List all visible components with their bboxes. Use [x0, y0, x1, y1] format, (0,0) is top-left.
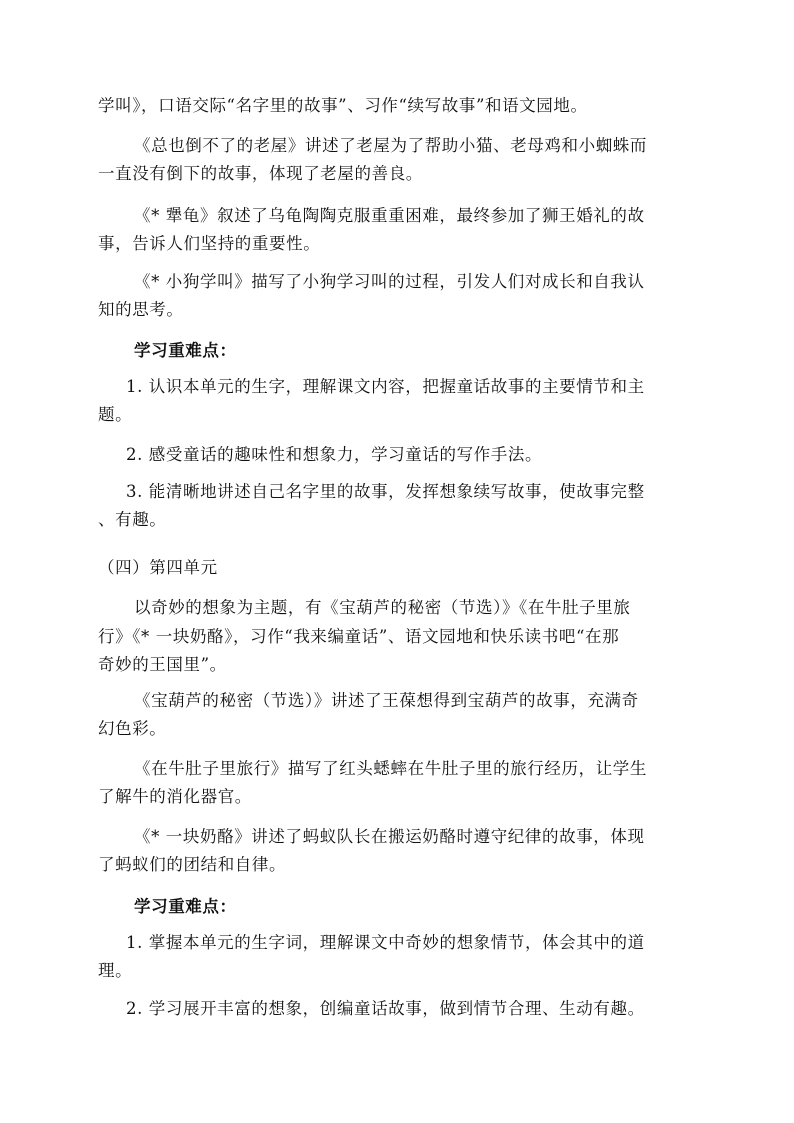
text-line: 2. 感受童话的趣味性和想象力，学习童话的写作手法。	[126, 445, 543, 464]
text-line: 知的思考。	[98, 300, 184, 319]
text-line: 《* 犟龟》叙述了乌龟陶陶克服重重困难，最终参加了狮王婚礼的故	[134, 206, 645, 225]
text-line: 《总也倒不了的老屋》讲述了老屋为了帮助小猫、老母鸡和小蜘蛛而	[134, 136, 647, 155]
text-line: 奇妙的王国里”。	[98, 655, 227, 674]
text-line: 1. 掌握本单元的生字词，理解课文中奇妙的想象情节，体会其中的道	[126, 933, 645, 952]
text-line: 幻色彩。	[98, 719, 167, 738]
text-line: 《宝葫芦的秘密（节选）》讲述了王葆想得到宝葫芦的故事，充满奇	[134, 691, 639, 710]
text-line: 行》《* 一块奶酪》，习作“我来编童话”、语文园地和快乐读书吧“在那	[98, 627, 620, 646]
text-line: 以奇妙的想象为主题，有《宝葫芦的秘密（节选）》《在牛肚子里旅	[134, 598, 631, 617]
text-line: 事，告诉人们坚持的重要性。	[98, 234, 321, 253]
text-line: 了解牛的消化器官。	[98, 787, 252, 806]
text-line: （四）第四单元	[98, 558, 218, 577]
text-line: 、有趣。	[98, 510, 167, 529]
text-line: 《* 小狗学叫》描写了小狗学习叫的过程，引发人们对成长和自我认	[134, 272, 645, 291]
text-line: 题。	[98, 405, 133, 424]
text-line: 一直没有倒下的故事，体现了老屋的善良。	[98, 164, 423, 183]
text-line: 3. 能清晰地讲述自己名字里的故事，发挥想象续写故事，使故事完整	[126, 482, 645, 501]
text-line: 《* 一块奶酪》讲述了蚂蚁队长在搬运奶酪时遵守纪律的故事，体现	[134, 827, 645, 846]
text-line: 《在牛肚子里旅行》描写了红头蟋蟀在牛肚子里的旅行经历，让学生	[134, 759, 647, 778]
text-line: 学叫》，口语交际“名字里的故事”、习作“续写故事”和语文园地。	[98, 96, 588, 115]
text-line: 理。	[98, 961, 133, 980]
text-line: 了蚂蚁们的团结和自律。	[98, 855, 287, 874]
text-line: 1. 认识本单元的生字，理解课文内容，把握童话故事的主要情节和主	[126, 377, 645, 396]
section-heading: 学习重难点：	[134, 341, 237, 360]
text-line: 2. 学习展开丰富的想象，创编童话故事，做到情节合理、生动有趣。	[126, 999, 645, 1018]
section-heading: 学习重难点：	[134, 897, 237, 916]
